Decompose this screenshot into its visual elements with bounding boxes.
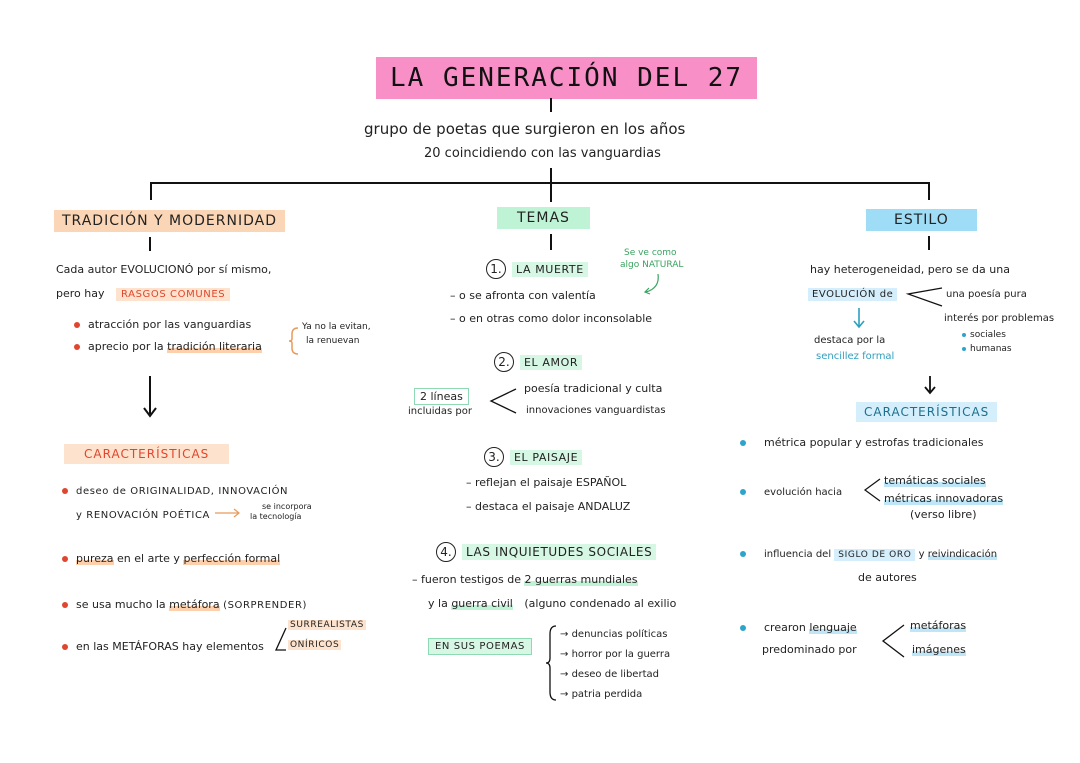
tema-1-bullet-2-text: o en otras como dolor inconsolable (459, 312, 653, 325)
evolucion-label: EVOLUCIÓN de (808, 288, 897, 301)
tema-2-opt-1: poesía tradicional y culta (524, 382, 663, 395)
destaca-line-1: destaca por la (814, 335, 886, 346)
poems-item-3-text: deseo de libertad (571, 669, 659, 680)
left-char-3-prefix: se usa mucho la (76, 598, 166, 611)
brace-icon (288, 326, 300, 356)
right-char-3 (740, 549, 997, 560)
lenguaje-highlight: lenguaje (809, 621, 857, 634)
tema-3-label: EL PAISAJE (510, 450, 582, 465)
arrow-down-icon (852, 306, 866, 330)
left-bullet-1-text: atracción por las vanguardias (88, 318, 252, 331)
right-char-3-line-2: de autores (858, 571, 917, 584)
metafora-highlight: metáfora (169, 598, 220, 611)
right-char-4-prefix: crearon (764, 621, 806, 634)
right-char-4-opt-1 (910, 619, 966, 632)
destaca-line-2: sencillez formal (816, 351, 895, 362)
evolucion-opt-1: una poesía pura (946, 289, 1027, 300)
metaforas-highlight: metáforas (910, 619, 967, 632)
left-bullet-2-prefix: aprecio por la (88, 340, 164, 353)
connector-left-sub (149, 237, 151, 251)
tema-4-label: LAS INQUIETUDES SOCIALES (462, 544, 656, 560)
bullet-dot (62, 644, 68, 650)
poems-item-4: → patria perdida (560, 689, 643, 700)
left-char-4-opt2: ONÍRICOS (290, 640, 340, 650)
bullet-dot (62, 556, 68, 562)
left-line-1: Cada autor EVOLUCIONÓ por sí mismo, (56, 263, 272, 276)
tema-2-title (494, 352, 582, 372)
tema-4-title (436, 542, 656, 562)
tema-4-line-2 (428, 597, 676, 610)
tema-4-line-1: – fueron testigos de 2 guerras mundiales (412, 573, 638, 586)
left-char-1 (62, 486, 288, 497)
bullet-dot (740, 625, 746, 631)
poems-item-4-text: patria perdida (571, 689, 643, 700)
right-char-3-mid: y (918, 549, 925, 560)
evolucion-sub-2-text: humanas (970, 344, 1012, 354)
poems-item-1-text: denuncias políticas (571, 629, 668, 640)
split-lines-icon (274, 626, 288, 656)
right-char-heading: CARACTERÍSTICAS (856, 402, 997, 422)
brace-icon (544, 624, 558, 702)
connector-right-sub (928, 236, 930, 250)
arrow-down-icon (141, 374, 159, 420)
split-lines-icon (488, 386, 518, 416)
perfeccion-highlight: perfección formal (183, 552, 281, 565)
right-char-2 (740, 485, 842, 498)
left-line-2 (56, 287, 230, 300)
poems-box: EN SUS POEMAS (428, 638, 532, 655)
tema-3-bullet-2-text: destaca el paisaje ANDALUZ (475, 500, 631, 513)
metricas-highlight: métricas innovadoras (884, 492, 1004, 505)
connector-right (928, 182, 930, 200)
right-char-3-prefix: influencia del (764, 549, 832, 560)
tema-3-number: 3. (484, 447, 504, 467)
tematicas-highlight: temáticas sociales (884, 474, 986, 487)
connector-title (550, 98, 552, 112)
left-char-3 (62, 598, 307, 611)
bullet-dot (740, 551, 746, 557)
tema-4-number: 4. (436, 542, 456, 562)
poems-item-1: → denuncias políticas (560, 629, 668, 640)
tradicion-literaria-highlight: tradición literaria (167, 340, 262, 353)
right-char-4-opt-2 (912, 643, 966, 656)
poems-item-2-text: horror por la guerra (571, 649, 671, 660)
tema-1-title (486, 259, 588, 279)
pureza-highlight: pureza (76, 552, 114, 565)
tema-1-label: LA MUERTE (512, 262, 588, 277)
temas-heading: TEMAS (497, 207, 590, 229)
left-char-1-note-1: se incorpora (262, 502, 312, 511)
tema-1-note-1: Se ve como (624, 248, 677, 258)
reivindicacion-highlight: reivindicación (927, 549, 998, 560)
guerra-civil-highlight: guerra civil (451, 597, 513, 610)
imagenes-highlight: imágenes (912, 643, 966, 656)
bullet-dot (962, 347, 966, 351)
connector-middle-sub (550, 234, 552, 250)
left-char-1-line1: deseo de ORIGINALIDAD, INNOVACIÓN (76, 486, 289, 497)
tema-1-note-2: algo NATURAL (620, 260, 684, 270)
left-char-4 (62, 640, 264, 653)
left-bullet-2 (74, 340, 262, 353)
siglo-de-oro-highlight: SIGLO DE ORO (834, 549, 915, 561)
curved-arrow-icon (640, 272, 662, 296)
bullet-dot (74, 344, 80, 350)
guerras-mundiales-highlight: 2 guerras mundiales (524, 573, 638, 586)
tema-1-bullet-1-text: o se afronta con valentía (459, 289, 596, 302)
tema-2-opt-2: innovaciones vanguardistas (526, 405, 666, 416)
bullet-dot (962, 333, 966, 337)
estilo-heading: ESTILO (866, 209, 977, 231)
side-note-2: la renuevan (306, 336, 360, 346)
left-char-2-mid: en el arte y (117, 552, 180, 565)
connector-horizontal (150, 182, 930, 184)
tema-3-title (484, 447, 582, 467)
left-char-4-text: en las METÁFORAS hay elementos (76, 640, 264, 653)
arrow-right-icon (214, 508, 242, 518)
tema-1-bullet-2: – o en otras como dolor inconsolable (450, 312, 653, 325)
left-char-2 (62, 552, 280, 565)
tema-2-box: 2 líneas (414, 388, 469, 405)
side-note-1: Ya no la evitan, (302, 322, 371, 332)
left-char-1-line2: y RENOVACIÓN POÉTICA (76, 510, 210, 521)
left-char-heading: CARACTERÍSTICAS (64, 444, 229, 464)
tema-3-bullet-1-text: reflejan el paisaje ESPAÑOL (475, 476, 627, 489)
poems-item-2: → horror por la guerra (560, 649, 671, 660)
left-bullet-1 (74, 318, 251, 331)
arrow-down-icon (922, 374, 938, 396)
bullet-dot (74, 322, 80, 328)
evolucion-opt-2: interés por problemas (944, 313, 1055, 324)
evolucion-sub-1 (962, 330, 1006, 340)
estilo-line-1: hay heterogeneidad, pero se da una (810, 263, 1010, 276)
poems-item-3: → deseo de libertad (560, 669, 659, 680)
split-lines-icon (904, 284, 944, 308)
tema-4-line-2-prefix: y la (428, 597, 448, 610)
tema-4-line-2-suffix: (alguno condenado al exilio (524, 597, 677, 610)
intro-line-2: 20 coincidiendo con las vanguardias (424, 146, 661, 161)
intro-line-1: grupo de poetas que surgieron en los años (364, 120, 686, 138)
split-lines-icon (880, 622, 906, 660)
tema-2-label: EL AMOR (520, 355, 582, 370)
bullet-dot (62, 488, 68, 494)
tema-3-bullet-1: – reflejan el paisaje ESPAÑOL (466, 476, 627, 489)
right-char-2-opt-2 (884, 492, 1003, 505)
left-char-4-opt1: SURREALISTAS (290, 620, 364, 630)
tema-1-number: 1. (486, 259, 506, 279)
tema-4-line-1-prefix: fueron testigos de (421, 573, 521, 586)
right-char-2-opt-3: (verso libre) (910, 508, 977, 521)
split-lines-icon (862, 476, 882, 504)
evolucion-sub-2 (962, 344, 1012, 354)
bullet-dot (740, 440, 746, 446)
right-char-1 (740, 436, 984, 449)
tema-3-bullet-2: – destaca el paisaje ANDALUZ (466, 500, 631, 513)
connector-left (150, 182, 152, 200)
left-char-1-note-2: la tecnología (250, 512, 302, 521)
left-line-2-prefix: pero hay (56, 287, 105, 300)
right-char-4-line-2: predominado por (762, 643, 857, 656)
right-char-4 (740, 621, 857, 634)
rasgos-comunes-highlight: RASGOS COMUNES (116, 288, 230, 301)
tema-1-bullet-1: – o se afronta con valentía (450, 289, 596, 302)
bullet-dot (740, 489, 746, 495)
left-char-3-suffix: (SORPRENDER) (223, 600, 307, 611)
tema-2-number: 2. (494, 352, 514, 372)
connector-trunk (550, 168, 552, 202)
page-title: LA GENERACIÓN DEL 27 (376, 57, 757, 99)
right-char-2-opt-1 (884, 474, 986, 487)
bullet-dot (62, 602, 68, 608)
right-char-2-prefix: evolución hacia (764, 487, 843, 498)
right-char-1-text: métrica popular y estrofas tradicionales (764, 436, 984, 449)
tema-2-box-sub: incluidas por (408, 406, 472, 417)
tradicion-heading: TRADICIÓN Y MODERNIDAD (54, 210, 285, 232)
evolucion-sub-1-text: sociales (970, 330, 1006, 340)
